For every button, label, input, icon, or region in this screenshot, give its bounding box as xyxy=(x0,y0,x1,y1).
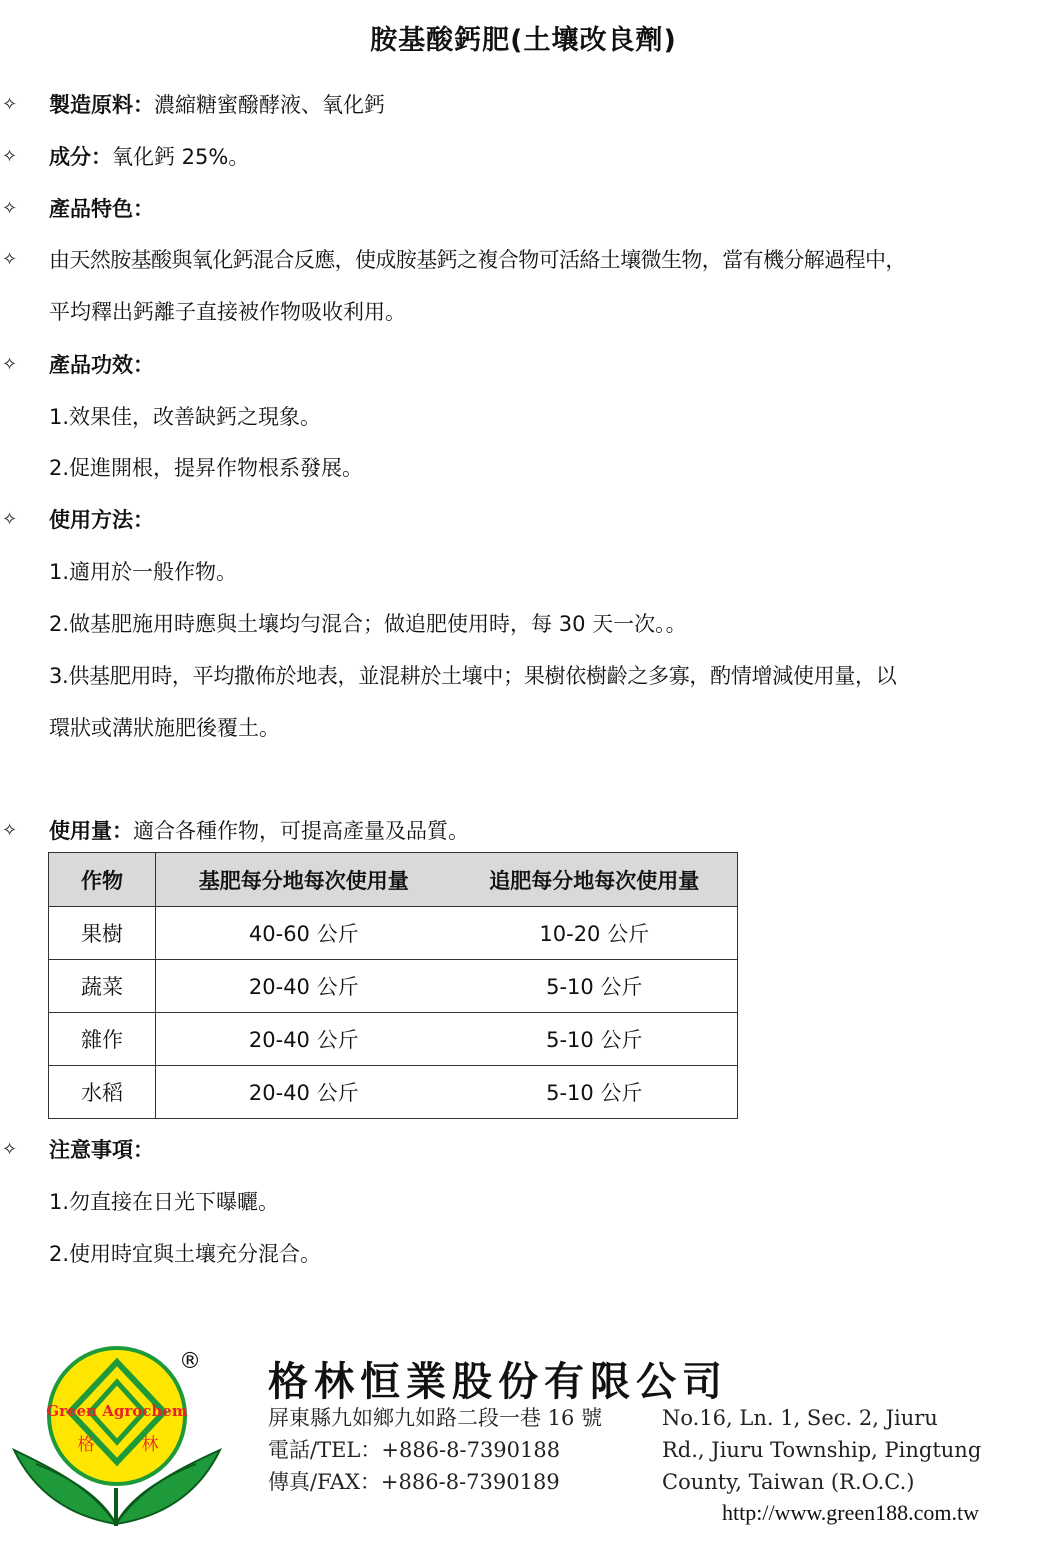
notes-label: 注意事項： xyxy=(49,1138,154,1162)
bullet-icon: ✧ xyxy=(2,509,18,530)
composition-value: 氧化鈣 25%。 xyxy=(112,145,250,169)
materials-value: 濃縮糖蜜醱酵液、氧化鈣 xyxy=(154,93,385,117)
table-cell: 10-20 公斤 xyxy=(452,907,738,960)
features-label: 產品特色： xyxy=(49,197,154,221)
table-cell: 雜作 xyxy=(49,1013,156,1066)
bullet-icon: ✧ xyxy=(2,820,18,841)
features-line-2: 平均釋出鈣離子直接被作物吸收利用。 xyxy=(49,300,406,324)
table-cell: 20-40 公斤 xyxy=(156,960,452,1013)
dosage-table xyxy=(48,852,738,1119)
bullet-icon: ✧ xyxy=(2,94,18,115)
table-header: 基肥每分地每次使用量 xyxy=(156,853,452,907)
table-cell: 水稻 xyxy=(49,1066,156,1119)
table-cell: 果樹 xyxy=(49,907,156,960)
table-cell: 20-40 公斤 xyxy=(156,1066,452,1119)
bullet-icon: ✧ xyxy=(2,198,18,219)
page-title: 胺基酸鈣肥(土壤改良劑) xyxy=(370,25,677,56)
table-cell: 5-10 公斤 xyxy=(452,1066,738,1119)
effect-text: 2.促進開根，提昇作物根系發展。 xyxy=(49,456,364,480)
fax: 傳真/FAX：+886-8-7390189 xyxy=(268,1470,560,1494)
features-line-1: 由天然胺基酸與氧化鈣混合反應，使成胺基鈣之複合物可活絡土壤微生物，當有機分解過程中， xyxy=(49,248,906,272)
usage-label: 使用方法： xyxy=(49,508,154,532)
note-text: 1.勿直接在日光下曝曬。 xyxy=(49,1190,280,1214)
note-text: 2.使用時宜與土壤充分混合。 xyxy=(49,1242,322,1266)
address-en-block xyxy=(662,1402,981,1498)
dosage-label: 使用量： xyxy=(49,819,133,843)
table-row xyxy=(49,960,738,1013)
table-row xyxy=(49,1066,738,1119)
website-link[interactable]: http://www.green188.com.tw xyxy=(722,1500,980,1525)
table-header: 作物 xyxy=(49,853,156,907)
composition-label: 成分： xyxy=(49,145,112,169)
usage-text: 1.適用於一般作物。 xyxy=(49,560,238,584)
address-zh-block xyxy=(268,1402,602,1498)
table-cell: 5-10 公斤 xyxy=(452,1013,738,1066)
logo-text-en: Green Agrochem xyxy=(46,1402,188,1420)
tel: 電話/TEL：+886-8-7390188 xyxy=(268,1438,561,1462)
bullet-icon: ✧ xyxy=(2,1139,18,1160)
usage-text: 2.做基肥施用時應與土壤均勻混合；做追肥使用時，每 30 天一次。。 xyxy=(49,612,687,636)
table-row xyxy=(49,907,738,960)
address-zh: 屏東縣九如鄉九如路二段一巷 16 號 xyxy=(268,1406,603,1430)
table-cell: 蔬菜 xyxy=(49,960,156,1013)
logo-text-zh-right: 林 xyxy=(141,1435,159,1455)
table-header: 追肥每分地每次使用量 xyxy=(452,853,738,907)
company-name: 格林恒業股份有限公司 xyxy=(268,1358,728,1405)
bullet-icon: ✧ xyxy=(2,146,18,167)
bullet-icon: ✧ xyxy=(2,354,18,375)
registered-mark: ® xyxy=(179,1349,201,1374)
company-block xyxy=(268,1350,728,1407)
usage-text: 3.供基肥用時，平均撒佈於地表，並混耕於土壤中；果樹依樹齡之多寡，酌情增減使用量，以 xyxy=(49,664,897,688)
address-en-line: Rd., Jiuru Township, Pingtung xyxy=(662,1438,982,1462)
table-cell: 20-40 公斤 xyxy=(156,1013,452,1066)
dosage-value: 適合各種作物，可提高產量及品質。 xyxy=(133,819,469,843)
table-row xyxy=(49,1013,738,1066)
bullet-icon: ✧ xyxy=(2,249,18,270)
effect-text: 1.效果佳，改善缺鈣之現象。 xyxy=(49,405,322,429)
address-en-line: No.16, Ln. 1, Sec. 2, Jiuru xyxy=(662,1406,938,1430)
usage-text: 環狀或溝狀施肥後覆土。 xyxy=(49,716,280,740)
address-en-line: County, Taiwan (R.O.C.) xyxy=(662,1470,915,1494)
logo-text-zh-left: 格 xyxy=(77,1435,95,1455)
table-header-row xyxy=(49,853,738,907)
green-agrochem-logo xyxy=(12,1338,222,1530)
table-cell: 5-10 公斤 xyxy=(452,960,738,1013)
effects-label: 產品功效： xyxy=(49,353,154,377)
table-cell: 40-60 公斤 xyxy=(156,907,452,960)
materials-label: 製造原料： xyxy=(49,93,154,117)
